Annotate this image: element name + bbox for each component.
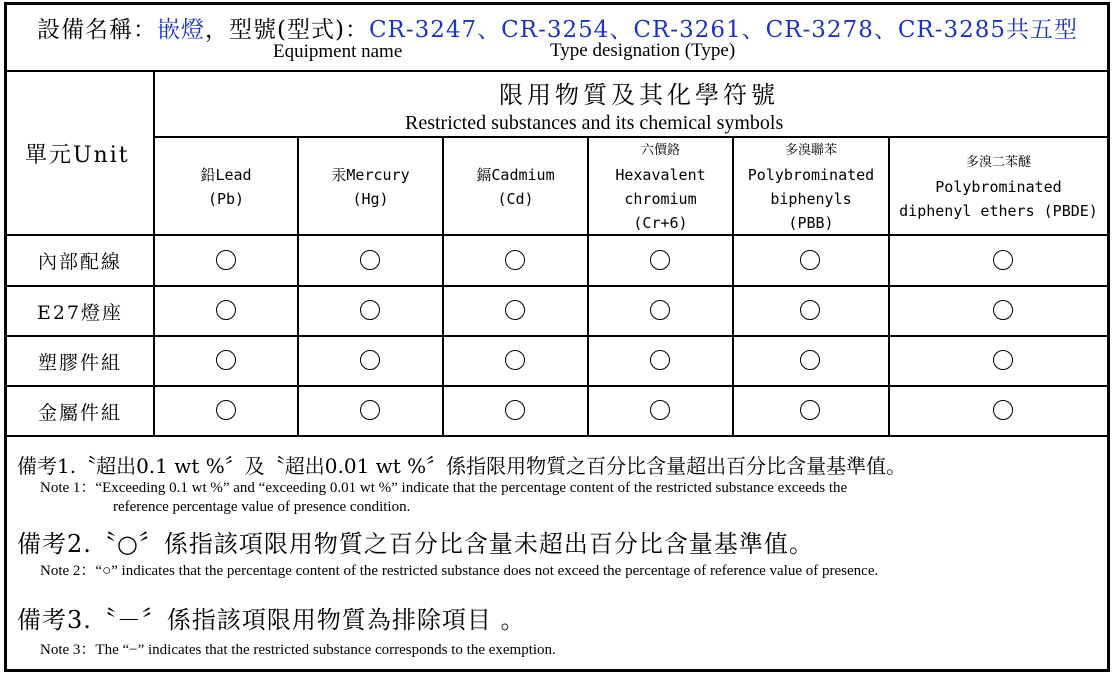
divider-line [7, 335, 1107, 337]
equipment-name-value: 嵌燈 [157, 17, 205, 43]
compliance-circle-mark [993, 250, 1013, 270]
column-name: diphenyl ethers (PBDE) [899, 201, 1098, 220]
column-header-pbde [890, 138, 1107, 235]
compliance-circle-mark [650, 400, 670, 420]
divider-line [7, 285, 1107, 287]
compliance-circle-mark [993, 350, 1013, 370]
compliance-circle-mark [216, 400, 236, 420]
compliance-circle-mark [360, 350, 380, 370]
row-label-e27-socket: E27燈座 [36, 302, 124, 324]
compliance-circle-mark [216, 300, 236, 320]
column-header-cadmium [444, 138, 587, 235]
column-name: 鎘Cadmium [476, 165, 555, 184]
compliance-circle-mark [993, 400, 1013, 420]
column-name-cn: 六價鉻 [640, 142, 680, 158]
note-2-cn: 備考2.〝○〞係指該項限用物質之百分比含量未超出百分比含量基準值。 [17, 530, 814, 558]
equipment-label-cn: 設備名稱： [37, 17, 157, 43]
column-name: chromium [624, 189, 697, 208]
note-3-cn: 備考3.〝－〞係指該項限用物質為排除項目 。 [17, 606, 526, 634]
equipment-name-en: Equipment name [273, 41, 403, 62]
compliance-circle-mark [800, 400, 820, 420]
note-1-en-line1: Note 1：“Exceeding 0.1 wt %” and “exceeding 0.01 wt %” indicate that the percentage content of the restricted substance exceeds the [40, 480, 848, 496]
column-header-lead [155, 138, 297, 235]
compliance-circle-mark [650, 350, 670, 370]
column-symbol: (Cd) [497, 189, 534, 208]
note-1-cn: 備考1.〝超出0.1 wt %〞及〝超出0.01 wt %〞係指限用物質之百分比含量超出百分比含量基準值。 [17, 454, 907, 478]
column-symbol: (Cr+6) [633, 213, 688, 232]
compliance-circle-mark [650, 250, 670, 270]
compliance-circle-mark [360, 250, 380, 270]
compliance-circle-mark [505, 350, 525, 370]
compliance-circle-mark [800, 250, 820, 270]
row-label-plastic-parts: 塑膠件組 [37, 352, 122, 374]
compliance-circle-mark [216, 350, 236, 370]
column-header-hexavalent-chromium [589, 138, 732, 235]
column-name-cn: 多溴二苯醚 [965, 154, 1031, 170]
model-list: CR-3247、CR-3254、CR-3261、CR-3278、CR-3285共五型 [368, 17, 1079, 43]
restricted-substances-header-en: Restricted substances and its chemical symbols [405, 112, 784, 134]
type-label-cn: ，型號(型式)： [205, 17, 369, 43]
divider-line [7, 70, 1107, 72]
compliance-circle-mark [360, 300, 380, 320]
unit-header: 單元Unit [25, 143, 130, 168]
row-label-metal-parts: 金屬件組 [37, 402, 122, 424]
divider-line [7, 435, 1107, 437]
column-name: 鉛Lead [200, 165, 252, 184]
column-name: biphenyls [770, 189, 852, 208]
column-name: Polybrominated [935, 177, 1062, 196]
column-symbol: (PBB) [788, 213, 834, 232]
column-name-cn: 多溴聯苯 [784, 142, 837, 158]
column-name: 汞Mercury [331, 165, 410, 184]
note-3-en: Note 3：The “−” indicates that the restricted substance corresponds to the exemption. [40, 642, 556, 658]
compliance-circle-mark [505, 300, 525, 320]
compliance-circle-mark [800, 350, 820, 370]
compliance-circle-mark [216, 250, 236, 270]
column-symbol: (Hg) [352, 189, 389, 208]
row-label-internal-wiring: 內部配線 [37, 251, 122, 273]
compliance-circle-mark [360, 400, 380, 420]
column-name: Hexavalent [615, 165, 706, 184]
compliance-circle-mark [505, 400, 525, 420]
column-symbol: (Pb) [207, 189, 245, 208]
rohs-declaration-document [4, 2, 1110, 672]
divider-line [153, 70, 155, 435]
column-name: Polybrominated [747, 165, 875, 184]
column-header-pbb [734, 138, 888, 235]
type-designation-en: Type designation (Type) [550, 40, 736, 61]
compliance-circle-mark [650, 300, 670, 320]
note-1-en-line2: reference percentage value of presence condition. [113, 499, 411, 515]
restricted-substances-header-cn: 限用物質及其化學符號 [499, 81, 779, 109]
compliance-circle-mark [505, 250, 525, 270]
note-2-en: Note 2：“○” indicates that the percentage content of the restricted substance does not exceed the percentage of reference value of presence. [40, 563, 879, 579]
compliance-circle-mark [993, 300, 1013, 320]
divider-line [7, 385, 1107, 387]
column-header-mercury [299, 138, 442, 235]
compliance-circle-mark [800, 300, 820, 320]
